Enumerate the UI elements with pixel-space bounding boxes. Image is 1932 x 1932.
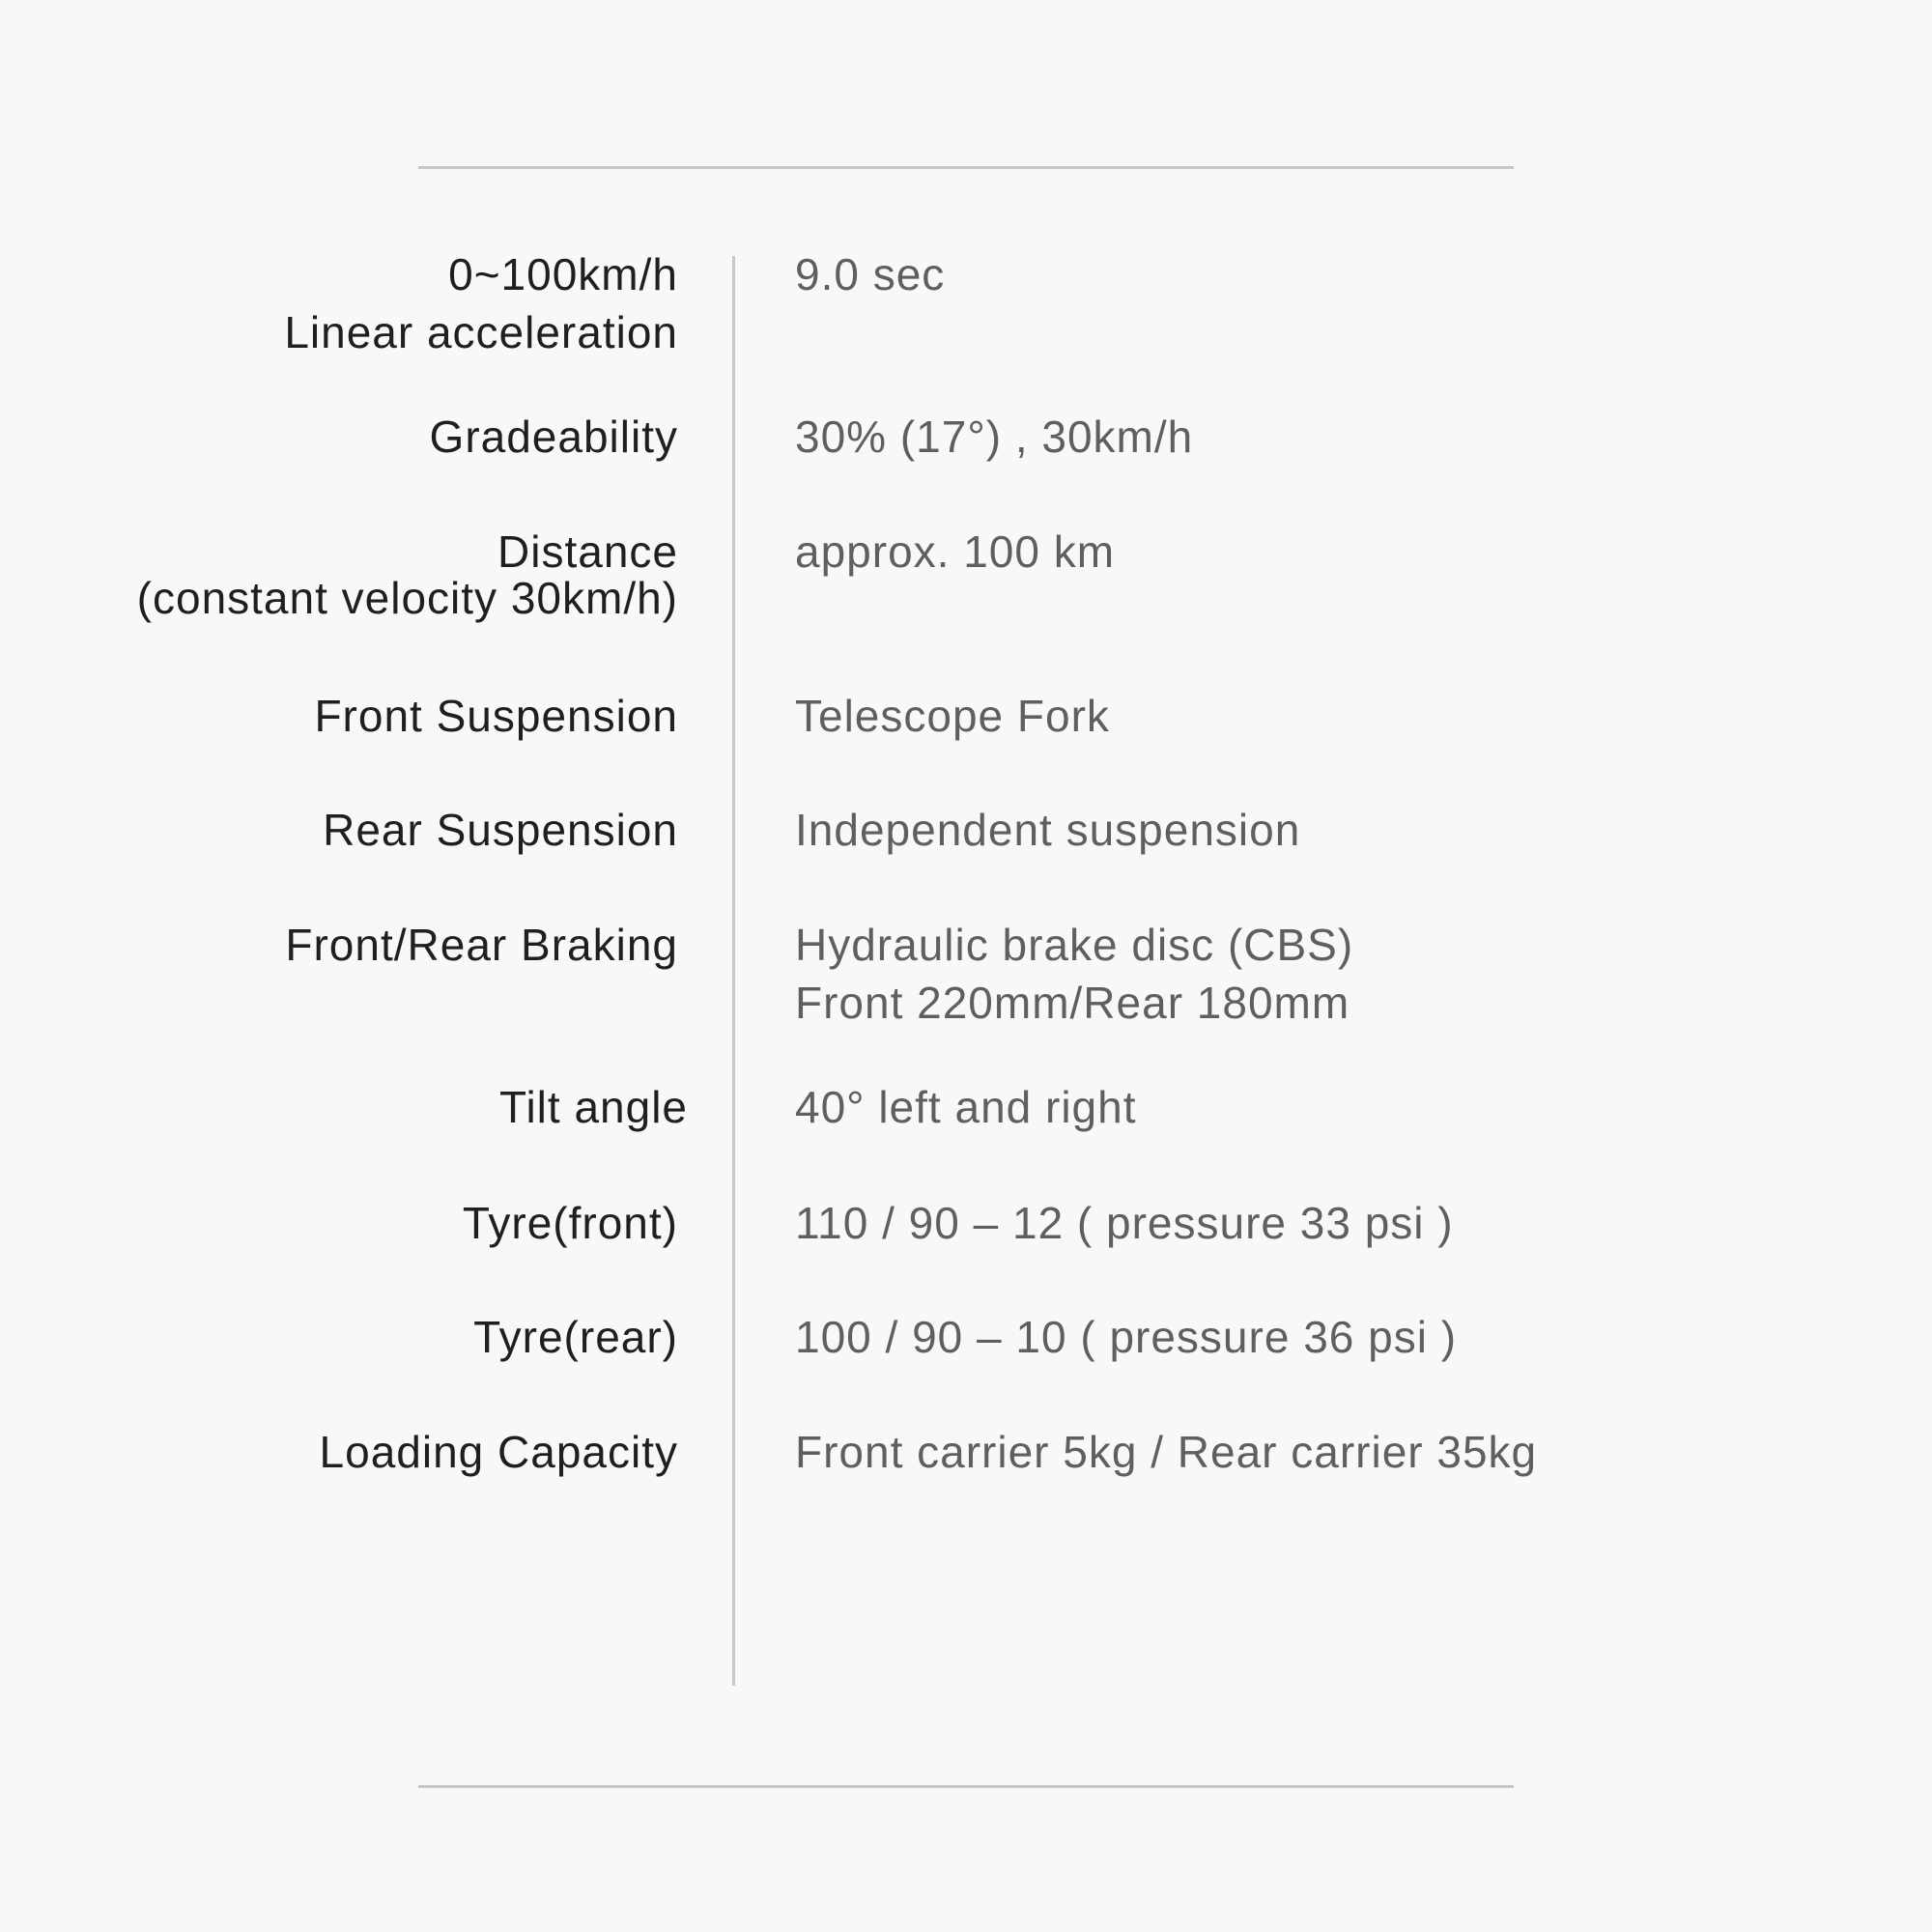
column-divider-line (732, 256, 735, 1686)
spec-label-rear-suspension (323, 801, 678, 859)
spec-label-tilt-angle (499, 1078, 688, 1136)
spec-value-line: Independent suspension (795, 805, 1301, 855)
spec-value-line: approx. 100 km (795, 526, 1116, 577)
spec-label-line: Distance (497, 526, 678, 577)
spec-label-tyre-front (463, 1194, 678, 1252)
spec-label-line: (constant velocity 30km/h) (136, 573, 678, 623)
spec-label-line: Tilt angle (499, 1082, 688, 1132)
spec-value-line: 40° left and right (795, 1082, 1137, 1132)
spec-value-tyre-front (795, 1194, 1454, 1252)
spec-label-line: Tyre(front) (462, 1198, 678, 1248)
spec-value-tyre-rear (795, 1308, 1457, 1366)
spec-value-line: 110 / 90 – 12 ( pressure 33 psi ) (795, 1198, 1454, 1248)
spec-label-line: Rear Suspension (323, 805, 678, 855)
top-divider-line (418, 166, 1514, 169)
spec-value-loading-capacity (795, 1423, 1537, 1481)
spec-label-line: Tyre(rear) (473, 1312, 678, 1362)
spec-label-line: Front/Rear Braking (285, 920, 678, 970)
spec-value-line: Telescope Fork (795, 691, 1110, 741)
spec-label-line: Gradeability (429, 412, 678, 462)
spec-value-line: Hydraulic brake disc (CBS) (795, 920, 1354, 970)
spec-label-line: Front Suspension (314, 691, 678, 741)
spec-value-tilt-angle (795, 1078, 1137, 1136)
spec-label-line: 0~100km/h (448, 249, 678, 299)
spec-value-line: Front carrier 5kg / Rear carrier 35kg (795, 1427, 1538, 1477)
spec-value-line: 9.0 sec (795, 249, 946, 299)
spec-label-distance (137, 528, 678, 621)
spec-value-braking (795, 916, 1353, 1032)
spec-label-line: Loading Capacity (319, 1427, 678, 1477)
spec-value-gradeability (795, 408, 1193, 466)
spec-value-line: 30% (17°) , 30km/h (795, 412, 1194, 462)
spec-value-acceleration (795, 245, 945, 303)
spec-label-front-suspension (314, 687, 678, 745)
bottom-divider-line (418, 1785, 1514, 1788)
spec-label-gradeability (430, 408, 678, 466)
spec-value-front-suspension (795, 687, 1110, 745)
spec-label-tyre-rear (473, 1308, 678, 1366)
spec-label-loading-capacity (320, 1423, 678, 1481)
spec-label-line: Linear acceleration (284, 307, 678, 357)
spec-value-line: 100 / 90 – 10 ( pressure 36 psi ) (795, 1312, 1458, 1362)
spec-value-line: Front 220mm/Rear 180mm (795, 978, 1350, 1028)
spec-label-braking (285, 916, 678, 974)
spec-value-distance (795, 523, 1115, 581)
spec-label-acceleration (284, 245, 678, 361)
spec-value-rear-suspension (795, 801, 1300, 859)
